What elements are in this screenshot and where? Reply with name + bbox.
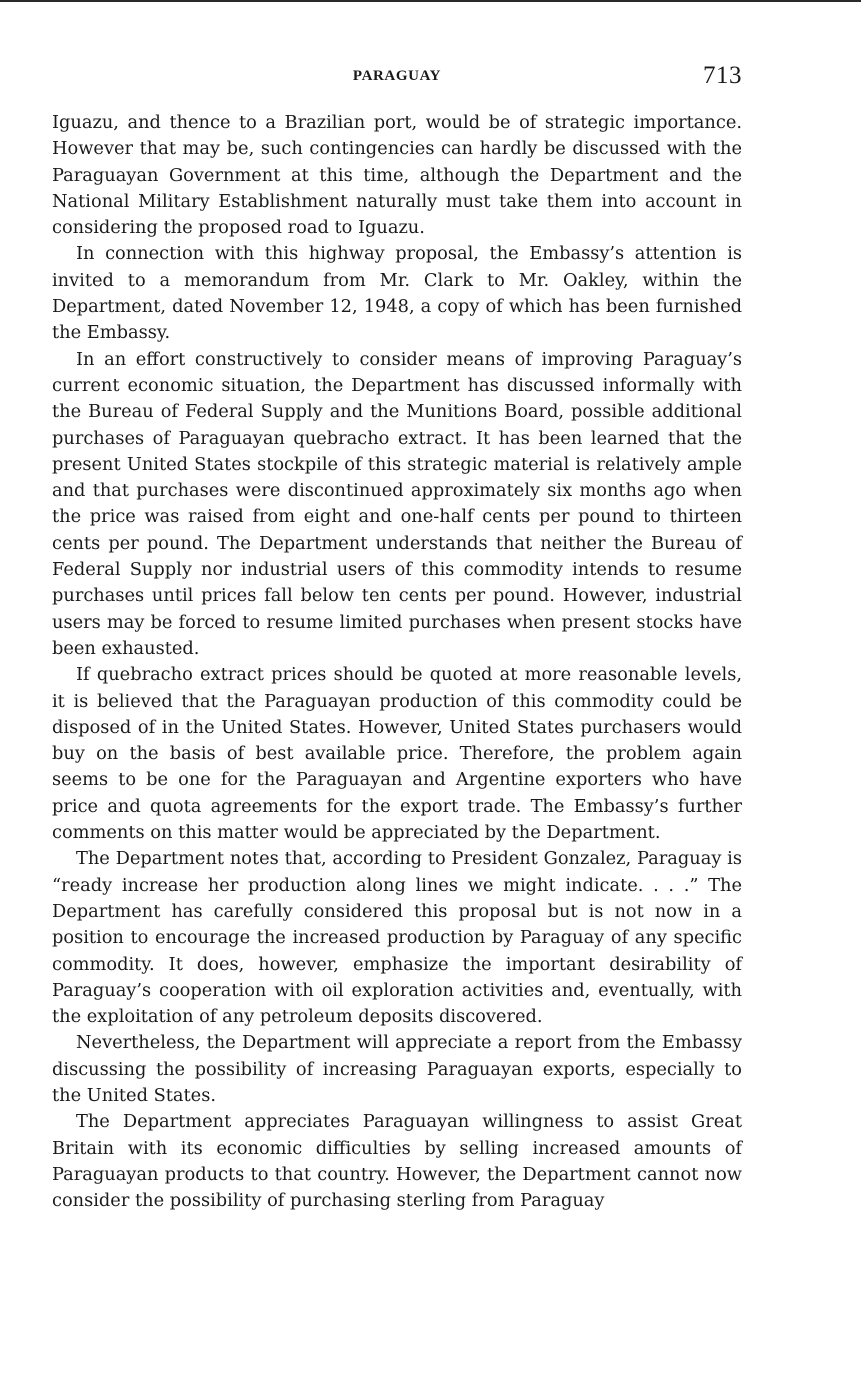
paragraph: If quebracho extract prices should be quoted at more reasonable levels, it is believed that the Paraguayan production of this commodity could be disposed of in the United States. However, United States purchasers would buy on the basis of best available price. Therefore, the problem again seems to be one for the Paraguayan and Argentine exporters who have price and quota agreements for the export trade. The Embassy’s further comments on this matter would be appreciated by the Department. [52,664,742,844]
paragraph: In connection with this highway proposal, the Embassy’s attention is invited to a memorandum from Mr. Clark to Mr. Oakley, within the Department, dated November 12, 1948, a copy of which has been furnished the Embassy. [52,243,742,344]
paragraph: Nevertheless, the Department will appreciate a report from the Embassy discussing the possibility of increasing Paraguayan exports, especially to the United States. [52,1032,742,1106]
top-border-rule [0,0,861,2]
running-title: PARAGUAY [352,68,442,84]
paragraph: The Department appreciates Paraguayan willingness to assist Great Britain with its economic difficulties by selling increased amounts of Paraguayan products to that country. However, the Department cannot now consider the possibility of purchasing sterling from Paraguay [52,1111,742,1212]
paragraph-continuation: Iguazu, and thence to a Brazilian port, would be of strategic importance. However that may be, such contingencies can hardly be discussed with the Paraguayan Government at this time, although the Department and the National Military Establishment naturally must take them into account in considering the proposed road to Iguazu. [52,112,742,239]
running-head [52,62,742,92]
paragraph: In an effort constructively to consider means of improving Paraguay’s current economic situation, the Department has discussed informally with the Bureau of Federal Supply and the Munitions Board, possible additional purchases of Paraguayan quebracho extract. It has been learned that the present United States stockpile of this strategic material is relatively ample and that purchases were discontinued approximately six months ago when the price was raised from eight and one-half cents per pound to thirteen cents per pound. The Department understands that neither the Bureau of Federal Supply nor industrial users of this commodity intends to resume purchases until prices fall below ten cents per pound. However, industrial users may be forced to resume limited purchases when present stocks have been exhausted. [52,348,742,659]
page-number: 713 [703,62,742,89]
paragraph: The Department notes that, according to President Gonzalez, Paraguay is “ready increase her production along lines we might indicate. . . .” The Department has carefully considered this proposal but is not now in a position to encourage the increased production by Paraguay of any specific commodity. It does, however, emphasize the important desirability of Paraguay’s cooperation with oil exploration activities and, eventually, with the exploitation of any petroleum deposits discovered. [52,848,742,1028]
body-text [52,110,742,1214]
